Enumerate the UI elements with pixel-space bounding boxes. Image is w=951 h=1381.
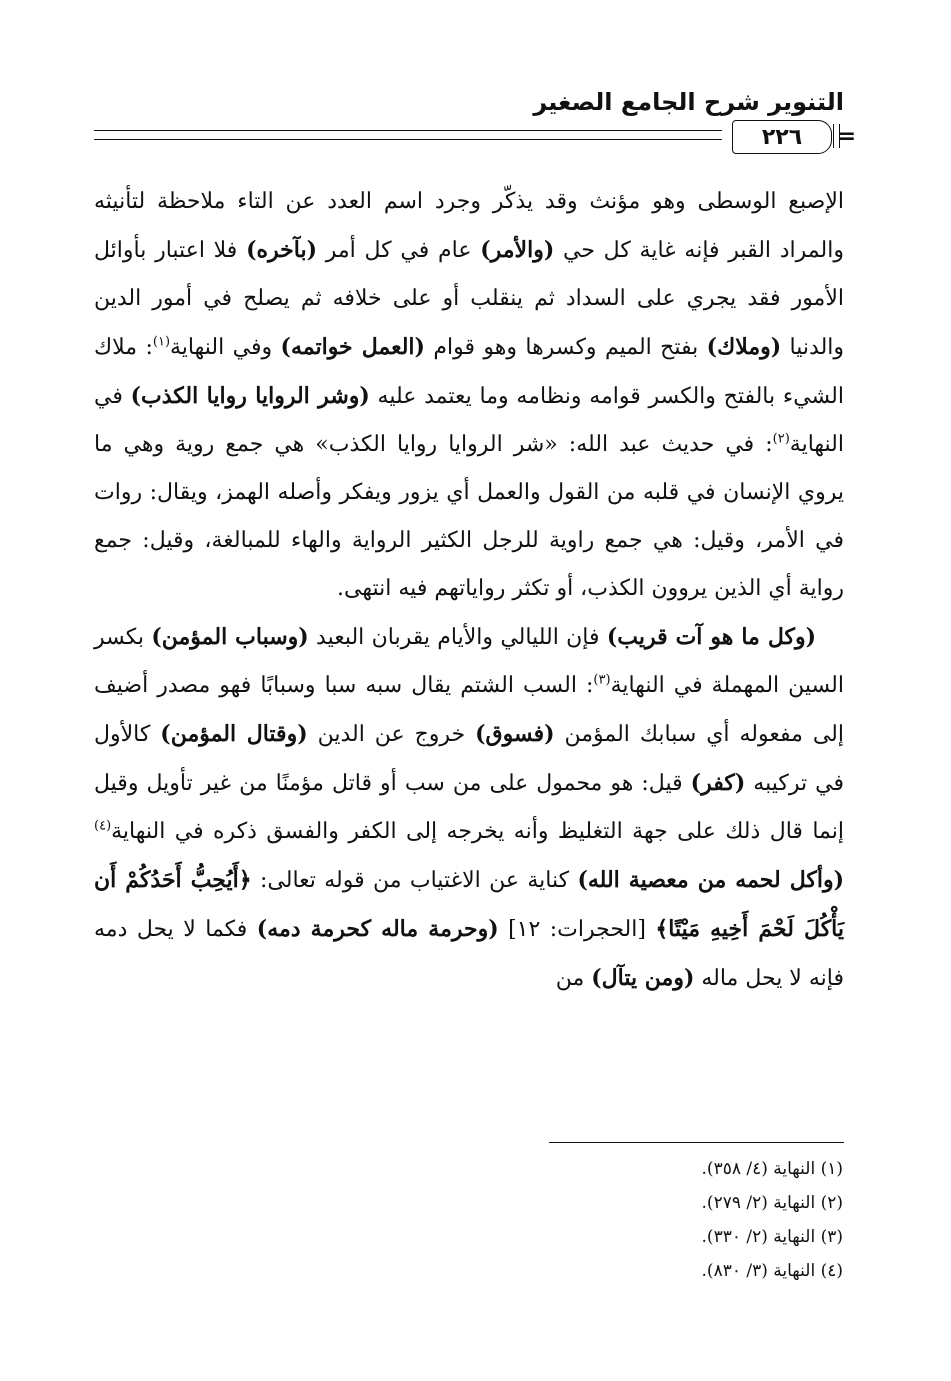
footnote-ref-2: (٢) [772, 431, 790, 447]
paragraph-2 [94, 613, 844, 1003]
footnote-ref-1: (١) [152, 334, 171, 350]
paragraph-1 [94, 178, 844, 613]
page-number-mark: = [837, 124, 856, 149]
running-head-title: التنوير شرح الجامع الصغير [533, 88, 844, 116]
text-run: : ملاك الشيء بالفتح والكسر قوامه ونظامه وما يعتمد عليه [94, 335, 844, 409]
quran-verse: ﴿أَيُحِبُّ أَحَدُكُمْ أَن يَأْكُلَ لَحْمَ أَخِيهِ مَيْتًا﴾ [94, 867, 844, 942]
text-run: خروج عن الدين [307, 722, 476, 747]
main-text [94, 178, 844, 1003]
text-run: : في حديث عبد الله: «شر الروايا روايا الكذب» هي جمع روية وهي ما يروي الإنسان في قلبه من القول والعمل أي يزور ويفكر وأصله الهمز، ويقال: روات في الأمر، وقيل: هي جمع راوية للرجل الكثير الرواية والهاء للمبالغة، وقيل: جمع رواية أي الذين يروون الكذب، أو تكثر رواياتهم فيه انتهى. [94, 432, 844, 601]
footnote-1: (١) النهاية (٤/ ٣٥٨). [701, 1159, 843, 1179]
footnote-ref-3: (٣) [593, 672, 611, 688]
header-rule-bottom [94, 139, 722, 140]
footnote-separator [549, 1142, 844, 1143]
page-number: ٢٢٦ [761, 124, 803, 150]
text-run: عام في كل أمر [317, 238, 481, 263]
page-number-frame [732, 120, 832, 154]
text-run: : السب الشتم يقال سبه سبا وسبابًا فهو مصدر أضيف إلى مفعوله أي سبابك المؤمن [94, 673, 844, 747]
footnotes [493, 1152, 843, 1288]
matn-text: (وسباب المؤمن) [151, 624, 309, 650]
matn-text: (وكل ما هو آت قريب) [606, 624, 816, 650]
matn-text: (والأمر) [480, 237, 555, 263]
matn-text: (وشر الروايا روايا الكذب) [130, 383, 370, 409]
text-run: الإصبع الوسطى وهو مؤنث وقد يذكّر وجرد اسم العدد عن التاء ملاحظة لتأنيثه والمراد القبر فإنه غاية كل حي [94, 189, 844, 263]
text-run: فكما لا يحل دمه فإنه لا يحل ماله [94, 917, 844, 991]
text-run: من [555, 966, 592, 991]
text-run: كالأول في تركيبه [94, 722, 844, 796]
footnote-3: (٣) النهاية (٢/ ٣٣٠). [701, 1227, 843, 1247]
header-rule-top [94, 130, 722, 131]
matn-text: (وقتال المؤمن) [160, 721, 308, 747]
text-run: فلا اعتبار بأوائل الأمور فقد يجري على السداد ثم ينقلب أو على خلافه ثم يصلح في أمور الدين والدنيا [94, 238, 845, 360]
matn-text: (بآخره) [246, 237, 317, 263]
page-header [94, 82, 856, 162]
matn-text: (العمل خواتمه) [280, 334, 425, 360]
text-run: بكسر السين المهملة في النهاية [94, 625, 844, 698]
text-run: فإن الليالي والأيام يقربان البعيد [308, 625, 607, 650]
text-run: وفي النهاية [170, 335, 281, 360]
matn-text: (وحرمة ماله كحرمة دمه) [256, 916, 499, 942]
text-run: قيل: هو محمول على من سب أو قاتل مؤمنًا من غير تأويل وقيل إنما قال ذلك على جهة التغليظ وأنه يخرجه إلى الكفر والفسق ذكره في النهاية [94, 771, 844, 844]
text-run: [الحجرات: ١٢] [498, 917, 656, 942]
matn-text: (وأكل لحمه من معصية الله) [577, 867, 845, 893]
matn-text: (وملاك) [706, 334, 782, 360]
footnote-4: (٤) النهاية (٣/ ٨٣٠). [701, 1261, 843, 1281]
text-run: بفتح الميم وكسرها وهو قوام [424, 335, 707, 360]
text-run: في النهاية [94, 384, 844, 457]
footnote-2: (٢) النهاية (٢/ ٢٧٩). [701, 1193, 843, 1213]
matn-text: (ومن يتآل) [591, 965, 695, 991]
footnote-ref-4: (٤) [94, 818, 112, 834]
matn-text: (كفر) [690, 770, 746, 796]
matn-text: (فسوق) [475, 721, 555, 747]
text-run: كناية عن الاغتياب من قوله تعالى: [251, 868, 578, 893]
